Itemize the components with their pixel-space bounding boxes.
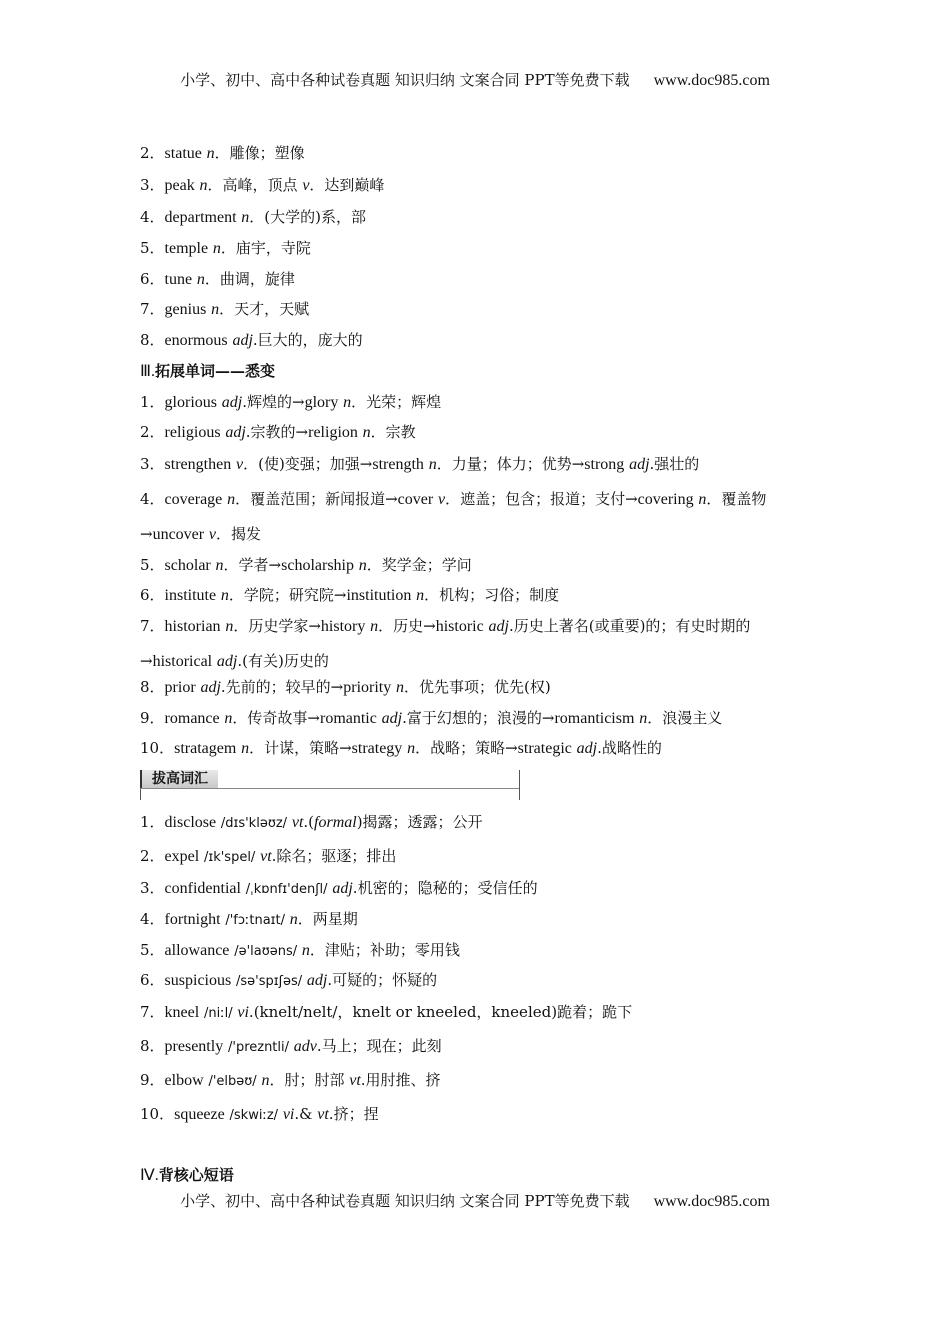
list-item: 8．enormous adj.巨大的，庞大的	[140, 331, 363, 349]
section-tag-bar	[140, 770, 520, 800]
list-item: 8．presently /'prezntli/ adv.马上；现在；此刻	[140, 1037, 442, 1055]
list-item: 2．expel /ɪk'spel/ vt.除名；驱逐；排出	[140, 847, 397, 865]
page-header	[0, 69, 950, 90]
list-item: 4．coverage n．覆盖范围；新闻报道→cover v．遮盖；包含；报道；支付→covering n．覆盖物→uncover v．揭发	[140, 490, 767, 543]
list-item: 8．prior adj.先前的；较早的→priority n．优先事项；优先(权)	[140, 678, 551, 696]
list-item: 10．squeeze /skwiːz/ vi.& vt.挤；捏	[140, 1105, 379, 1123]
list-item: 9．romance n．传奇故事→romantic adj.富于幻想的；浪漫的→romanticism n．浪漫主义	[140, 709, 723, 727]
list-item: 10．stratagem n．计谋，策略→strategy n．战略；策略→strategic adj.战略性的	[140, 739, 662, 757]
page-footer	[0, 1190, 950, 1211]
list-item: 7．genius n．天才，天赋	[140, 300, 310, 318]
footer-text: 小学、初中、高中各种试卷真题 知识归纳 文案合同 PPT等免费下载	[180, 1192, 630, 1210]
list-item: 1．glorious adj.辉煌的→glory n．光荣；辉煌	[140, 393, 442, 411]
list-item: 2．religious adj.宗教的→religion n．宗教	[140, 423, 416, 441]
list-item: 4．fortnight /'fɔːtnaɪt/ n．两星期	[140, 910, 358, 928]
list-item: 1．disclose /dɪs'kləʊz/ vt.(formal)揭露；透露；公开	[140, 813, 483, 831]
list-item: 2．statue n．雕像；塑像	[140, 144, 305, 162]
list-item: 3．confidential /ˌkɒnfɪ'denʃl/ adj.机密的；隐秘的；受信任的	[140, 879, 538, 897]
section-rule	[140, 788, 519, 789]
list-item: 6．institute n．学院；研究院→institution n．机构；习俗；制度	[140, 586, 560, 604]
list-item: 7．kneel /niːl/ vi.(knelt/nelt/，knelt or kneeled，kneeled)跪着；跪下	[140, 1003, 633, 1021]
header-text: 小学、初中、高中各种试卷真题 知识归纳 文案合同 PPT等免费下载	[180, 71, 630, 89]
section-tag: 拔高词汇	[140, 770, 218, 788]
list-item: 5．allowance /ə'laʊəns/ n．津贴；补助；零用钱	[140, 941, 460, 959]
section-heading: Ⅲ.拓展单词——悉变	[140, 362, 276, 380]
list-item: 6．tune n．曲调，旋律	[140, 270, 295, 288]
list-item: 9．elbow /'elbəʊ/ n．肘；肘部 vt.用肘推、挤	[140, 1071, 441, 1089]
list-item: 6．suspicious /sə'spɪʃəs/ adj.可疑的；怀疑的	[140, 971, 438, 989]
list-item: 3．peak n．高峰，顶点 v．达到巅峰	[140, 176, 385, 194]
list-item: 7．historian n．历史学家→history n．历史→historic adj.历史上著名(或重要)的；有史时期的→historical adj.(有关)历史的	[140, 617, 751, 670]
section-heading: Ⅳ.背核心短语	[140, 1166, 234, 1184]
header-site: www.doc985.com	[653, 72, 770, 89]
list-item: 5．temple n．庙宇，寺院	[140, 239, 311, 257]
list-item: 4．department n．(大学的)系，部	[140, 208, 367, 226]
list-item: 5．scholar n．学者→scholarship n．奖学金；学问	[140, 556, 472, 574]
list-item: 3．strengthen v．(使)变强；加强→strength n．力量；体力；优势→strong adj.强壮的	[140, 455, 700, 473]
footer-site: www.doc985.com	[653, 1193, 770, 1210]
